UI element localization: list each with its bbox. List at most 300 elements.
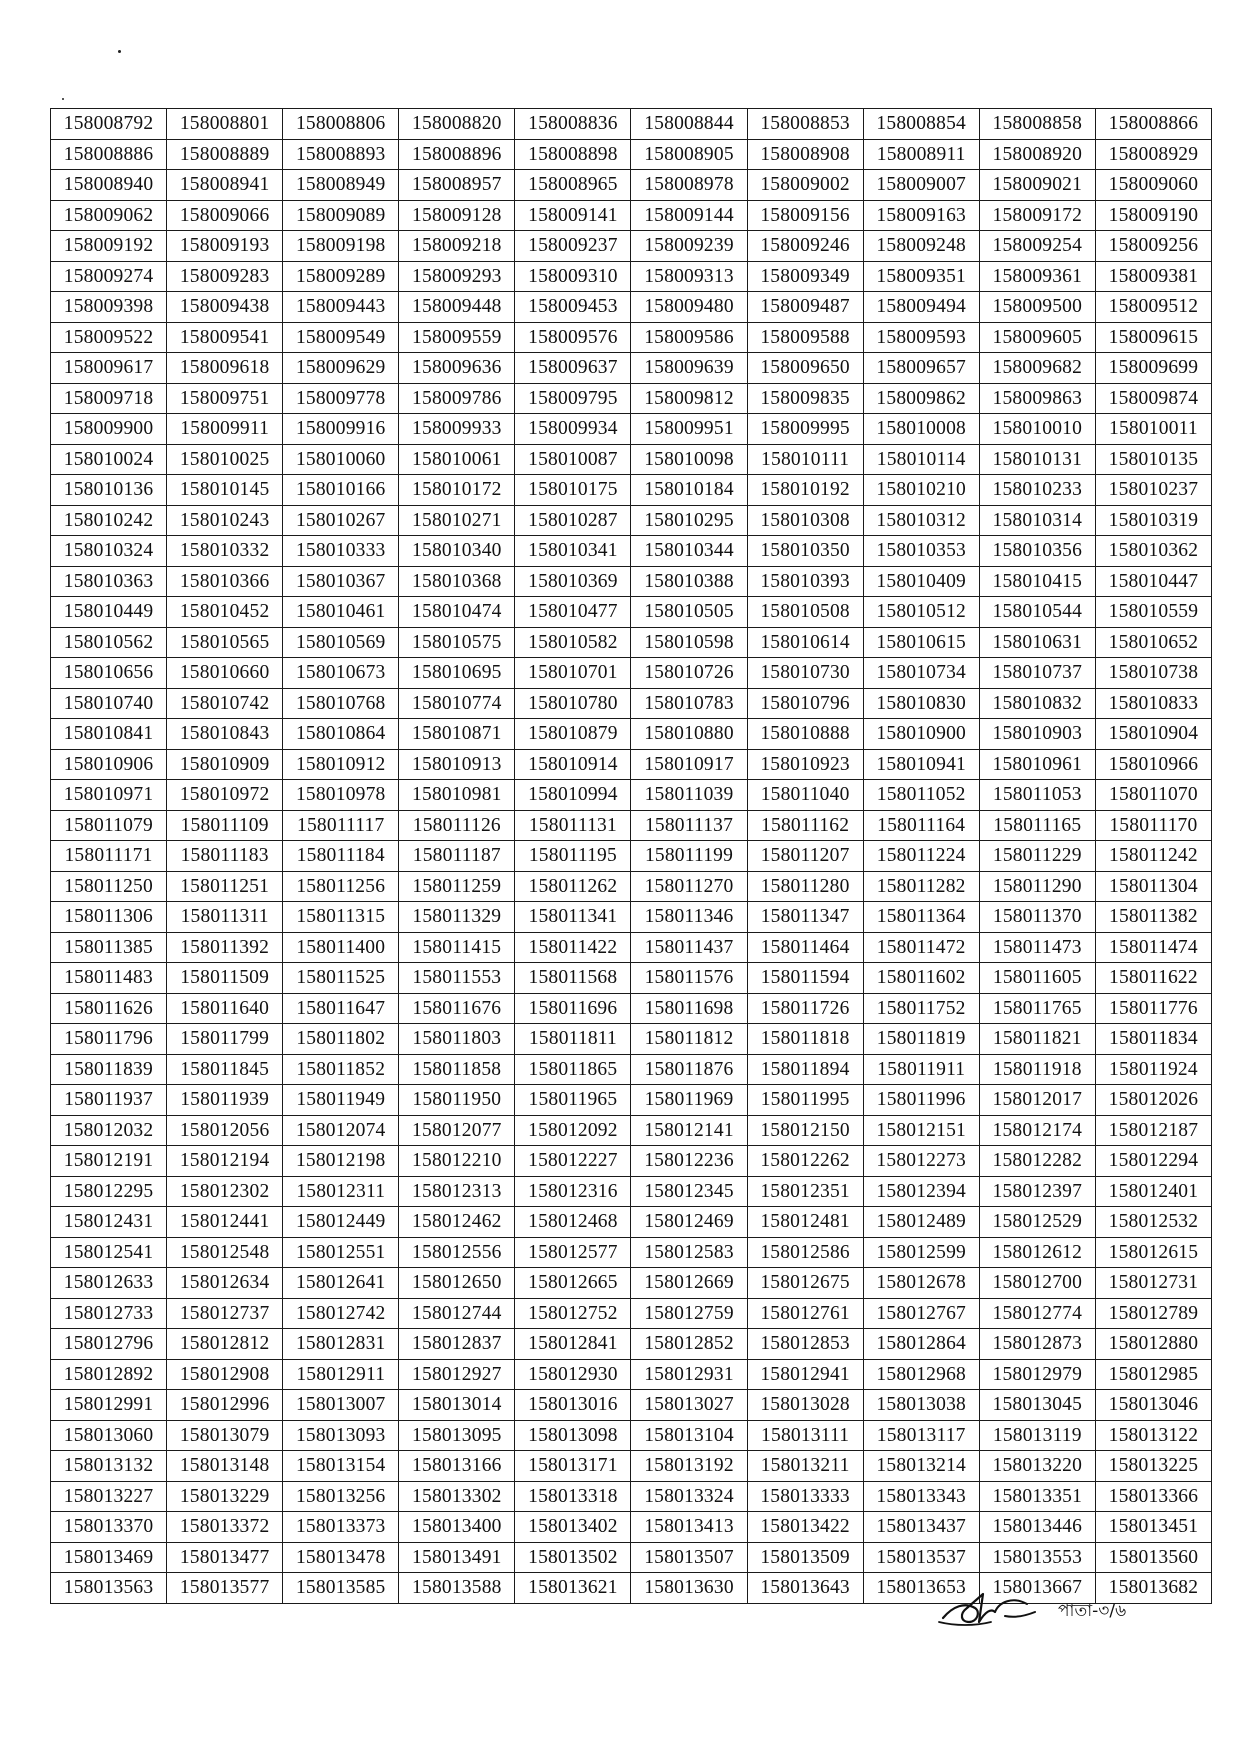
roll-number-cell: 158009002 <box>747 170 863 201</box>
table-row <box>51 932 1212 963</box>
roll-number-cell: 158008949 <box>283 170 399 201</box>
roll-number-cell: 158011170 <box>1095 810 1211 841</box>
roll-number-cell: 158009512 <box>1095 292 1211 323</box>
roll-number-cell: 158013333 <box>747 1481 863 1512</box>
roll-number-cell: 158012831 <box>283 1329 399 1360</box>
roll-number-cell: 158013653 <box>863 1573 979 1604</box>
roll-number-cell: 158008978 <box>631 170 747 201</box>
roll-number-cell: 158011799 <box>167 1024 283 1055</box>
table-row <box>51 1420 1212 1451</box>
roll-number-cell: 158011821 <box>979 1024 1095 1055</box>
roll-number-cell: 158010562 <box>51 627 167 658</box>
roll-number-cell: 158009487 <box>747 292 863 323</box>
table-row <box>51 322 1212 353</box>
table-row <box>51 1146 1212 1177</box>
roll-number-cell: 158010008 <box>863 414 979 445</box>
roll-number-cell: 158009448 <box>399 292 515 323</box>
roll-number-cell: 158012908 <box>167 1359 283 1390</box>
roll-number-cell: 158013588 <box>399 1573 515 1604</box>
roll-number-cell: 158010452 <box>167 597 283 628</box>
roll-number-cell: 158011187 <box>399 841 515 872</box>
roll-number-cell: 158010340 <box>399 536 515 567</box>
roll-number-cell: 158010060 <box>283 444 399 475</box>
roll-number-cell: 158011594 <box>747 963 863 994</box>
roll-number-cell: 158012991 <box>51 1390 167 1421</box>
roll-number-cell: 158012774 <box>979 1298 1095 1329</box>
roll-number-cell: 158012911 <box>283 1359 399 1390</box>
roll-number-cell: 158012294 <box>1095 1146 1211 1177</box>
roll-number-cell: 158009156 <box>747 200 863 231</box>
roll-number-cell: 158009500 <box>979 292 1095 323</box>
roll-number-cell: 158011195 <box>515 841 631 872</box>
roll-number-cell: 158013154 <box>283 1451 399 1482</box>
roll-number-cell: 158011137 <box>631 810 747 841</box>
roll-number-cell: 158010312 <box>863 505 979 536</box>
roll-number-cell: 158012880 <box>1095 1329 1211 1360</box>
roll-number-cell: 158009438 <box>167 292 283 323</box>
roll-number-cell: 158011509 <box>167 963 283 994</box>
roll-number-cell: 158008806 <box>283 109 399 140</box>
roll-number-cell: 158009313 <box>631 261 747 292</box>
roll-number-cell: 158009657 <box>863 353 979 384</box>
roll-number-cell: 158011052 <box>863 780 979 811</box>
table-row <box>51 383 1212 414</box>
roll-number-cell: 158010917 <box>631 749 747 780</box>
roll-number-cell: 158009541 <box>167 322 283 353</box>
roll-number-cell: 158011568 <box>515 963 631 994</box>
table-row <box>51 627 1212 658</box>
table-row <box>51 719 1212 750</box>
roll-number-cell: 158009141 <box>515 200 631 231</box>
roll-number-cell: 158010598 <box>631 627 747 658</box>
roll-number-cell: 158012489 <box>863 1207 979 1238</box>
roll-number-cell: 158009615 <box>1095 322 1211 353</box>
roll-number-cell: 158013028 <box>747 1390 863 1421</box>
roll-number-cell: 158008957 <box>399 170 515 201</box>
roll-number-cell: 158013104 <box>631 1420 747 1451</box>
roll-number-cell: 158011311 <box>167 902 283 933</box>
roll-number-cell: 158010904 <box>1095 719 1211 750</box>
roll-number-cell: 158010356 <box>979 536 1095 567</box>
roll-number-cell: 158010923 <box>747 749 863 780</box>
table-row <box>51 170 1212 201</box>
roll-number-cell: 158010136 <box>51 475 167 506</box>
roll-number-cell: 158009618 <box>167 353 283 384</box>
roll-number-cell: 158009239 <box>631 231 747 262</box>
roll-number-cell: 158012744 <box>399 1298 515 1329</box>
roll-number-cell: 158011224 <box>863 841 979 872</box>
roll-number-cell: 158009559 <box>399 322 515 353</box>
roll-number-cell: 158012141 <box>631 1115 747 1146</box>
roll-number-cell: 158011382 <box>1095 902 1211 933</box>
roll-number-cell: 158008911 <box>863 139 979 170</box>
roll-number-cell: 158010972 <box>167 780 283 811</box>
roll-number-cell: 158010368 <box>399 566 515 597</box>
roll-number-cell: 158010981 <box>399 780 515 811</box>
roll-number-cell: 158012541 <box>51 1237 167 1268</box>
roll-number-cell: 158012669 <box>631 1268 747 1299</box>
roll-number-cell: 158013046 <box>1095 1390 1211 1421</box>
roll-number-cell: 158010287 <box>515 505 631 536</box>
roll-number-cell: 158011242 <box>1095 841 1211 872</box>
roll-number-cell: 158012302 <box>167 1176 283 1207</box>
roll-number-cell: 158011199 <box>631 841 747 872</box>
roll-number-cell: 158011576 <box>631 963 747 994</box>
roll-number-cell: 158009274 <box>51 261 167 292</box>
roll-number-cell: 158009522 <box>51 322 167 353</box>
roll-number-cell: 158010271 <box>399 505 515 536</box>
roll-number-cell: 158011483 <box>51 963 167 994</box>
roll-number-cell: 158010369 <box>515 566 631 597</box>
roll-number-cell: 158012789 <box>1095 1298 1211 1329</box>
roll-number-cell: 158012852 <box>631 1329 747 1360</box>
roll-number-cell: 158011385 <box>51 932 167 963</box>
roll-number-cell: 158010742 <box>167 688 283 719</box>
roll-number-cell: 158009751 <box>167 383 283 414</box>
roll-number-cell: 158012174 <box>979 1115 1095 1146</box>
table-row <box>51 475 1212 506</box>
roll-number-cell: 158010350 <box>747 536 863 567</box>
roll-number-cell: 158012742 <box>283 1298 399 1329</box>
roll-number-cell: 158009246 <box>747 231 863 262</box>
roll-number-cell: 158009021 <box>979 170 1095 201</box>
roll-number-cell: 158010295 <box>631 505 747 536</box>
roll-number-cell: 158012641 <box>283 1268 399 1299</box>
roll-number-cell: 158010172 <box>399 475 515 506</box>
roll-number-cell: 158009718 <box>51 383 167 414</box>
roll-number-cell: 158012351 <box>747 1176 863 1207</box>
roll-number-cell: 158012931 <box>631 1359 747 1390</box>
roll-number-cell: 158010367 <box>283 566 399 597</box>
roll-number-cell: 158009289 <box>283 261 399 292</box>
roll-number-cell: 158013038 <box>863 1390 979 1421</box>
roll-number-cell: 158012759 <box>631 1298 747 1329</box>
roll-number-cell: 158010864 <box>283 719 399 750</box>
roll-number-cell: 158013643 <box>747 1573 863 1604</box>
roll-number-cell: 158013324 <box>631 1481 747 1512</box>
roll-number-cell: 158011969 <box>631 1085 747 1116</box>
roll-number-cell: 158010111 <box>747 444 863 475</box>
roll-number-cell: 158008853 <box>747 109 863 140</box>
roll-number-cell: 158011918 <box>979 1054 1095 1085</box>
roll-number-cell: 158010505 <box>631 597 747 628</box>
roll-number-cell: 158012194 <box>167 1146 283 1177</box>
roll-number-cell: 158013553 <box>979 1542 1095 1573</box>
roll-number-cell: 158009163 <box>863 200 979 231</box>
roll-number-cell: 158011415 <box>399 932 515 963</box>
table-row <box>51 1115 1212 1146</box>
roll-number-cell: 158010512 <box>863 597 979 628</box>
roll-number-cell: 158009933 <box>399 414 515 445</box>
roll-number-cell: 158009237 <box>515 231 631 262</box>
roll-number-cell: 158013171 <box>515 1451 631 1482</box>
roll-number-cell: 158008801 <box>167 109 283 140</box>
roll-number-cell: 158012752 <box>515 1298 631 1329</box>
scan-speck <box>118 50 121 53</box>
roll-number-cell: 158011171 <box>51 841 167 872</box>
roll-number-cell: 158008889 <box>167 139 283 170</box>
roll-number-cell: 158009995 <box>747 414 863 445</box>
roll-number-cell: 158010447 <box>1095 566 1211 597</box>
roll-number-cell: 158013148 <box>167 1451 283 1482</box>
table-row <box>51 1237 1212 1268</box>
roll-number-cell: 158009795 <box>515 383 631 414</box>
table-row <box>51 1268 1212 1299</box>
roll-number-cell: 158011280 <box>747 871 863 902</box>
roll-number-cell: 158010994 <box>515 780 631 811</box>
roll-number-cell: 158012401 <box>1095 1176 1211 1207</box>
roll-number-cell: 158012313 <box>399 1176 515 1207</box>
roll-number-cell: 158012837 <box>399 1329 515 1360</box>
roll-number-cell: 158012634 <box>167 1268 283 1299</box>
roll-number-cell: 158008792 <box>51 109 167 140</box>
roll-number-cell: 158010830 <box>863 688 979 719</box>
roll-number-cell: 158013577 <box>167 1573 283 1604</box>
roll-number-cell: 158011776 <box>1095 993 1211 1024</box>
roll-number-cell: 158010832 <box>979 688 1095 719</box>
roll-number-cell: 158011553 <box>399 963 515 994</box>
roll-number-cell: 158008836 <box>515 109 631 140</box>
roll-number-cell: 158011698 <box>631 993 747 1024</box>
roll-number-cell: 158009778 <box>283 383 399 414</box>
roll-number-cell: 158013343 <box>863 1481 979 1512</box>
roll-number-cell: 158012397 <box>979 1176 1095 1207</box>
roll-number-cell: 158011347 <box>747 902 863 933</box>
table-row <box>51 536 1212 567</box>
roll-number-cell: 158012941 <box>747 1359 863 1390</box>
table-row <box>51 566 1212 597</box>
roll-number-cell: 158011602 <box>863 963 979 994</box>
roll-number-cell: 158012151 <box>863 1115 979 1146</box>
table-row <box>51 1298 1212 1329</box>
page-footer <box>935 1582 1175 1642</box>
table-row <box>51 902 1212 933</box>
roll-number-cell: 158009144 <box>631 200 747 231</box>
table-row <box>51 688 1212 719</box>
roll-number-cell: 158011796 <box>51 1024 167 1055</box>
roll-number-cell: 158008854 <box>863 109 979 140</box>
roll-number-cell: 158013093 <box>283 1420 399 1451</box>
roll-number-cell: 158013373 <box>283 1512 399 1543</box>
roll-number-cell: 158010145 <box>167 475 283 506</box>
roll-number-cell: 158011622 <box>1095 963 1211 994</box>
roll-number-cell: 158011306 <box>51 902 167 933</box>
roll-number-cell: 158009629 <box>283 353 399 384</box>
table-row <box>51 780 1212 811</box>
roll-number-cell: 158010941 <box>863 749 979 780</box>
roll-number-cell: 158012675 <box>747 1268 863 1299</box>
roll-number-cell: 158008929 <box>1095 139 1211 170</box>
roll-number-cell: 158010025 <box>167 444 283 475</box>
roll-number-cell: 158013469 <box>51 1542 167 1573</box>
roll-number-cell: 158012737 <box>167 1298 283 1329</box>
roll-number-cell: 158011251 <box>167 871 283 902</box>
roll-number-cell: 158013667 <box>979 1573 1095 1604</box>
roll-number-cell: 158009062 <box>51 200 167 231</box>
roll-number-cell: 158011070 <box>1095 780 1211 811</box>
roll-number-cell: 158010582 <box>515 627 631 658</box>
roll-number-cell: 158008893 <box>283 139 399 170</box>
roll-number-cell: 158008908 <box>747 139 863 170</box>
roll-number-cell: 158013098 <box>515 1420 631 1451</box>
roll-number-cell: 158011802 <box>283 1024 399 1055</box>
roll-number-cell: 158009443 <box>283 292 399 323</box>
roll-number-cell: 158012979 <box>979 1359 1095 1390</box>
roll-number-cell: 158010879 <box>515 719 631 750</box>
roll-number-table-body <box>51 109 1212 1604</box>
roll-number-cell: 158012150 <box>747 1115 863 1146</box>
roll-number-cell: 158011949 <box>283 1085 399 1116</box>
roll-number-cell: 158011079 <box>51 810 167 841</box>
roll-number-cell: 158012198 <box>283 1146 399 1177</box>
roll-number-cell: 158012077 <box>399 1115 515 1146</box>
roll-number-cell: 158011996 <box>863 1085 979 1116</box>
roll-number-cell: 158013491 <box>399 1542 515 1573</box>
roll-number-cell: 158009060 <box>1095 170 1211 201</box>
roll-number-cell: 158009934 <box>515 414 631 445</box>
roll-number-cell: 158010880 <box>631 719 747 750</box>
roll-number-cell: 158009576 <box>515 322 631 353</box>
roll-number-cell: 158013509 <box>747 1542 863 1573</box>
roll-number-cell: 158013400 <box>399 1512 515 1543</box>
roll-number-cell: 158011162 <box>747 810 863 841</box>
roll-number-cell: 158009480 <box>631 292 747 323</box>
roll-number-cell: 158013451 <box>1095 1512 1211 1543</box>
roll-number-cell: 158012074 <box>283 1115 399 1146</box>
roll-number-cell: 158010166 <box>283 475 399 506</box>
roll-number-cell: 158013478 <box>283 1542 399 1573</box>
roll-number-cell: 158013413 <box>631 1512 747 1543</box>
roll-number-cell: 158011117 <box>283 810 399 841</box>
roll-number-cell: 158010912 <box>283 749 399 780</box>
roll-number-cell: 158009549 <box>283 322 399 353</box>
roll-number-cell: 158011392 <box>167 932 283 963</box>
roll-number-cell: 158010324 <box>51 536 167 567</box>
roll-number-cell: 158013351 <box>979 1481 1095 1512</box>
roll-number-cell: 158011329 <box>399 902 515 933</box>
roll-number-cell: 158012092 <box>515 1115 631 1146</box>
roll-number-cell: 158012481 <box>747 1207 863 1238</box>
roll-number-cell: 158011039 <box>631 780 747 811</box>
roll-number-cell: 158010024 <box>51 444 167 475</box>
roll-number-cell: 158010841 <box>51 719 167 750</box>
roll-number-cell: 158012529 <box>979 1207 1095 1238</box>
roll-number-cell: 158011726 <box>747 993 863 1024</box>
roll-number-cell: 158011605 <box>979 963 1095 994</box>
roll-number-cell: 158009812 <box>631 383 747 414</box>
roll-number-cell: 158010737 <box>979 658 1095 689</box>
roll-number-cell: 158009951 <box>631 414 747 445</box>
roll-number-cell: 158010237 <box>1095 475 1211 506</box>
roll-number-cell: 158012551 <box>283 1237 399 1268</box>
roll-number-cell: 158009193 <box>167 231 283 262</box>
roll-number-table <box>50 108 1212 1604</box>
roll-number-cell: 158011422 <box>515 932 631 963</box>
roll-number-cell: 158012678 <box>863 1268 979 1299</box>
roll-number-cell: 158011183 <box>167 841 283 872</box>
roll-number-cell: 158009198 <box>283 231 399 262</box>
roll-number-cell: 158012532 <box>1095 1207 1211 1238</box>
roll-number-cell: 158008858 <box>979 109 1095 140</box>
roll-number-cell: 158009254 <box>979 231 1095 262</box>
roll-number-cell: 158009293 <box>399 261 515 292</box>
roll-number-cell: 158012468 <box>515 1207 631 1238</box>
roll-number-cell: 158009637 <box>515 353 631 384</box>
table-row <box>51 963 1212 994</box>
roll-number-cell: 158011370 <box>979 902 1095 933</box>
roll-number-cell: 158010978 <box>283 780 399 811</box>
roll-number-cell: 158013211 <box>747 1451 863 1482</box>
roll-number-cell: 158010409 <box>863 566 979 597</box>
roll-number-cell: 158009699 <box>1095 353 1211 384</box>
roll-number-cell: 158010740 <box>51 688 167 719</box>
roll-number-cell: 158011109 <box>167 810 283 841</box>
roll-number-cell: 158011852 <box>283 1054 399 1085</box>
roll-number-cell: 158013621 <box>515 1573 631 1604</box>
table-row <box>51 1207 1212 1238</box>
roll-number-cell: 158011315 <box>283 902 399 933</box>
roll-number-cell: 158013422 <box>747 1512 863 1543</box>
roll-number-cell: 158012345 <box>631 1176 747 1207</box>
roll-number-cell: 158010011 <box>1095 414 1211 445</box>
roll-number-cell: 158011341 <box>515 902 631 933</box>
roll-number-cell: 158009588 <box>747 322 863 353</box>
roll-number-cell: 158013214 <box>863 1451 979 1482</box>
roll-number-cell: 158011803 <box>399 1024 515 1055</box>
roll-number-cell: 158010734 <box>863 658 979 689</box>
roll-number-cell: 158011965 <box>515 1085 631 1116</box>
roll-number-cell: 158012599 <box>863 1237 979 1268</box>
roll-number-cell: 158012236 <box>631 1146 747 1177</box>
roll-number-cell: 158011950 <box>399 1085 515 1116</box>
roll-number-cell: 158010615 <box>863 627 979 658</box>
roll-number-cell: 158011858 <box>399 1054 515 1085</box>
roll-number-cell: 158010366 <box>167 566 283 597</box>
roll-number-cell: 158010966 <box>1095 749 1211 780</box>
roll-number-cell: 158010332 <box>167 536 283 567</box>
roll-number-cell: 158010242 <box>51 505 167 536</box>
roll-number-cell: 158008820 <box>399 109 515 140</box>
table-row <box>51 810 1212 841</box>
roll-number-cell: 158012930 <box>515 1359 631 1390</box>
roll-number-cell: 158010656 <box>51 658 167 689</box>
roll-number-cell: 158011437 <box>631 932 747 963</box>
table-row <box>51 749 1212 780</box>
roll-number-cell: 158013366 <box>1095 1481 1211 1512</box>
roll-number-cell: 158013016 <box>515 1390 631 1421</box>
roll-number-cell: 158009398 <box>51 292 167 323</box>
roll-number-cell: 158012262 <box>747 1146 863 1177</box>
roll-number-cell: 158011812 <box>631 1024 747 1055</box>
roll-number-cell: 158013446 <box>979 1512 1095 1543</box>
roll-number-cell: 158011126 <box>399 810 515 841</box>
roll-number-cell: 158011676 <box>399 993 515 1024</box>
roll-number-cell: 158009361 <box>979 261 1095 292</box>
roll-number-cell: 158013095 <box>399 1420 515 1451</box>
roll-number-cell: 158012583 <box>631 1237 747 1268</box>
roll-number-cell: 158010192 <box>747 475 863 506</box>
table-row <box>51 1054 1212 1085</box>
roll-number-cell: 158011164 <box>863 810 979 841</box>
roll-number-cell: 158011290 <box>979 871 1095 902</box>
roll-number-cell: 158011346 <box>631 902 747 933</box>
table-row <box>51 414 1212 445</box>
roll-number-cell: 158010314 <box>979 505 1095 536</box>
roll-number-cell: 158008898 <box>515 139 631 170</box>
roll-number-cell: 158013111 <box>747 1420 863 1451</box>
table-row <box>51 353 1212 384</box>
roll-number-cell: 158009617 <box>51 353 167 384</box>
